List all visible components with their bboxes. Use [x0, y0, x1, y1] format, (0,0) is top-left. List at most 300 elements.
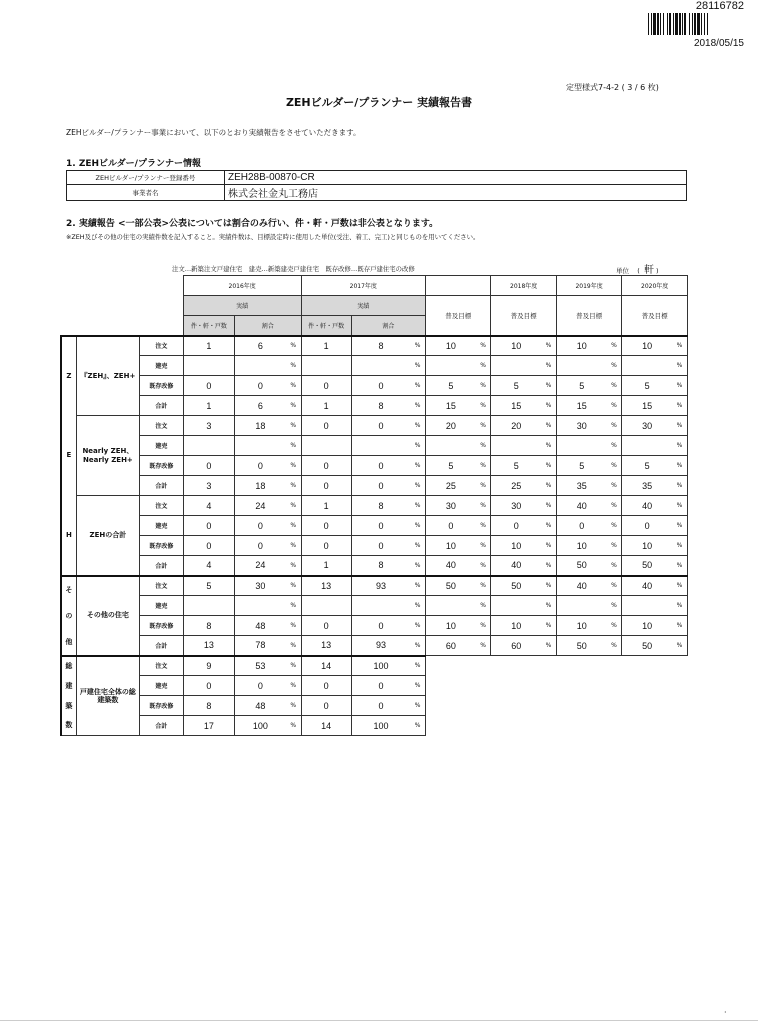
percent-sign: % [286, 436, 301, 456]
results-table-body [61, 276, 688, 736]
percent-sign: % [410, 696, 425, 716]
side-label-char: 建 [65, 681, 73, 690]
group-label-g5: 戸建住宅全体の総建築数 [76, 656, 139, 736]
percent-sign: % [476, 476, 491, 496]
count-cell: 0 [301, 376, 351, 396]
header-target-2019: 普及目標 [556, 296, 621, 336]
target-cell: 10 [556, 536, 606, 556]
percent-sign: % [607, 396, 622, 416]
count-cell [183, 436, 234, 456]
percent-sign: % [607, 476, 622, 496]
header-row-years [61, 276, 688, 296]
ratio-cell: 48 [235, 696, 286, 716]
target-cell: 30 [622, 416, 672, 436]
count-cell: 3 [183, 476, 234, 496]
registration-number-value: ZEH28B-00870-CR [225, 171, 687, 185]
target-cell: 50 [622, 636, 672, 656]
ratio-cell: 8 [351, 396, 410, 416]
ratio-cell [351, 596, 410, 616]
header-row-kind [61, 296, 688, 316]
table-row [61, 516, 688, 536]
percent-sign: % [672, 556, 687, 576]
side-label-char: 数 [65, 721, 73, 730]
target-cell: 10 [622, 336, 672, 356]
table-row [61, 336, 688, 356]
percent-sign: % [541, 596, 556, 616]
count-cell: 0 [301, 476, 351, 496]
percent-sign: % [410, 376, 425, 396]
category-label: 既存改修 [140, 456, 184, 476]
category-label: 注文 [140, 496, 184, 516]
ratio-cell: 0 [235, 536, 286, 556]
header-blank [61, 296, 183, 316]
percent-sign: % [607, 496, 622, 516]
header-fy2018: 2018年度 [491, 276, 556, 296]
count-cell: 3 [183, 416, 234, 436]
table-row [61, 456, 688, 476]
table-row [61, 716, 688, 736]
percent-sign: % [541, 576, 556, 596]
header-ratio-2017: 割合 [351, 316, 425, 336]
target-cell: 0 [425, 516, 475, 536]
percent-sign: % [672, 396, 687, 416]
target-cell [425, 436, 475, 456]
percent-sign: % [286, 616, 301, 636]
ratio-cell: 0 [351, 476, 410, 496]
category-label: 建売 [140, 436, 184, 456]
percent-sign: % [672, 356, 687, 376]
ratio-cell: 0 [351, 696, 410, 716]
percent-sign: % [410, 516, 425, 536]
percent-sign: % [541, 516, 556, 536]
side-label-char: E [66, 451, 72, 460]
table-row [61, 376, 688, 396]
ratio-cell: 0 [235, 376, 286, 396]
percent-sign: % [607, 596, 622, 616]
category-label: 合計 [140, 716, 184, 736]
barcode-bar [669, 13, 671, 35]
ratio-cell: 0 [351, 376, 410, 396]
target-cell [622, 596, 672, 616]
ratio-cell: 0 [351, 676, 410, 696]
empty-area [425, 716, 687, 736]
percent-sign: % [476, 616, 491, 636]
count-cell: 0 [301, 696, 351, 716]
percent-sign: % [672, 416, 687, 436]
percent-sign: % [476, 536, 491, 556]
percent-sign: % [286, 556, 301, 576]
category-label: 既存改修 [140, 536, 184, 556]
percent-sign: % [607, 436, 622, 456]
percent-sign: % [672, 596, 687, 616]
count-cell: 1 [301, 396, 351, 416]
count-cell [301, 356, 351, 376]
table-row [61, 696, 688, 716]
percent-sign: % [672, 436, 687, 456]
target-cell: 5 [425, 376, 475, 396]
table-row [61, 476, 688, 496]
target-cell: 25 [425, 476, 475, 496]
category-legend: 注文…新築注文戸建住宅 建売…新築建売戸建住宅 既存改修…既存戸建住宅の改修 [172, 265, 415, 273]
percent-sign: % [286, 376, 301, 396]
count-cell: 0 [301, 536, 351, 556]
barcode-bar [692, 13, 693, 35]
ratio-cell: 100 [235, 716, 286, 736]
target-cell: 10 [622, 536, 672, 556]
percent-sign: % [410, 616, 425, 636]
percent-sign: % [607, 456, 622, 476]
count-cell: 13 [301, 636, 351, 656]
side-label-char: H [65, 530, 72, 539]
percent-sign: % [672, 476, 687, 496]
ratio-cell [235, 356, 286, 376]
side-label-char: 築 [65, 701, 73, 710]
header-target-2018: 普及目標 [491, 296, 556, 336]
side-label-other [61, 576, 76, 656]
percent-sign: % [541, 636, 556, 656]
target-cell: 40 [556, 576, 606, 596]
side-label-zeh [61, 336, 76, 576]
table-row [61, 436, 688, 456]
ratio-cell: 53 [235, 656, 286, 676]
section1-heading: 1. ZEHビルダー/プランナー情報 [66, 159, 201, 169]
group-label-g1: 『ZEH』、ZEH+ [76, 336, 139, 416]
count-cell: 0 [183, 376, 234, 396]
header-blank [61, 316, 183, 336]
target-cell: 10 [425, 336, 475, 356]
count-cell: 14 [301, 656, 351, 676]
percent-sign: % [410, 556, 425, 576]
target-cell: 15 [491, 396, 541, 416]
count-cell: 8 [183, 616, 234, 636]
percent-sign: % [476, 436, 491, 456]
percent-sign: % [476, 496, 491, 516]
ratio-cell: 0 [235, 516, 286, 536]
count-cell: 8 [183, 696, 234, 716]
percent-sign: % [410, 716, 425, 736]
percent-sign: % [541, 456, 556, 476]
barcode-bar [663, 13, 664, 35]
ratio-cell: 18 [235, 476, 286, 496]
percent-sign: % [476, 376, 491, 396]
category-label: 注文 [140, 416, 184, 436]
count-cell: 1 [301, 496, 351, 516]
header-ratio-2016: 割合 [235, 316, 302, 336]
category-label: 合計 [140, 396, 184, 416]
percent-sign: % [286, 696, 301, 716]
ratio-cell: 0 [351, 536, 410, 556]
target-cell [556, 356, 606, 376]
target-cell [556, 596, 606, 616]
count-cell: 0 [183, 676, 234, 696]
barcode-bar [701, 13, 702, 35]
count-cell: 5 [183, 576, 234, 596]
ratio-cell: 6 [235, 396, 286, 416]
section2-heading: 2. 実績報告 <一部公表>公表については割合のみ行い、件・軒・戸数は非公表となります。 [66, 219, 439, 229]
section2-note: ※ZEH及びその他の住宅の実績件数を記入すること。実績件数は、目標設定時に使用した単位(受注、着工、完工)と同じものを用いてください。 [66, 233, 480, 241]
ratio-cell: 100 [351, 656, 410, 676]
table-row [61, 616, 688, 636]
category-label: 合計 [140, 556, 184, 576]
target-cell: 10 [622, 616, 672, 636]
percent-sign: % [541, 536, 556, 556]
percent-sign: % [607, 616, 622, 636]
target-cell [556, 436, 606, 456]
percent-sign: % [672, 616, 687, 636]
percent-sign: % [286, 416, 301, 436]
count-cell: 1 [301, 336, 351, 356]
barcode-bar [651, 13, 652, 35]
ratio-cell: 0 [235, 676, 286, 696]
target-cell [491, 436, 541, 456]
percent-sign: % [476, 336, 491, 356]
count-cell [301, 436, 351, 456]
header-jisseki-2016: 実績 [183, 296, 301, 316]
category-label: 建売 [140, 676, 184, 696]
percent-sign: % [541, 616, 556, 636]
percent-sign: % [410, 596, 425, 616]
percent-sign: % [607, 416, 622, 436]
count-cell: 4 [183, 556, 234, 576]
count-cell: 0 [301, 616, 351, 636]
barcode-bar [679, 13, 681, 35]
barcode-bar [707, 13, 708, 35]
percent-sign: % [672, 376, 687, 396]
target-cell [491, 596, 541, 616]
percent-sign: % [607, 516, 622, 536]
target-cell: 25 [491, 476, 541, 496]
ratio-cell: 0 [351, 416, 410, 436]
side-label-total [61, 656, 76, 736]
empty-area [425, 656, 687, 676]
target-cell: 50 [425, 576, 475, 596]
header-fy2017-target [425, 276, 490, 296]
percent-sign: % [476, 416, 491, 436]
ratio-cell: 18 [235, 416, 286, 436]
target-cell: 35 [622, 476, 672, 496]
side-label-char: Z [66, 372, 72, 381]
target-cell: 40 [491, 556, 541, 576]
percent-sign: % [286, 576, 301, 596]
category-label: 注文 [140, 656, 184, 676]
target-cell: 0 [556, 516, 606, 536]
target-cell: 5 [556, 456, 606, 476]
percent-sign: % [410, 636, 425, 656]
count-cell: 14 [301, 716, 351, 736]
percent-sign: % [607, 336, 622, 356]
ratio-cell: 48 [235, 616, 286, 636]
percent-sign: % [410, 356, 425, 376]
table-row [61, 676, 688, 696]
category-label: 建売 [140, 596, 184, 616]
count-cell: 1 [183, 396, 234, 416]
ratio-cell: 24 [235, 496, 286, 516]
page-bottom-edge [0, 1020, 758, 1021]
ratio-cell [235, 436, 286, 456]
side-label-char: 他 [65, 637, 73, 646]
count-cell: 0 [301, 456, 351, 476]
barcode-bar [675, 13, 678, 35]
target-cell: 5 [491, 456, 541, 476]
info-row [67, 185, 687, 201]
percent-sign: % [410, 456, 425, 476]
barcode-bar [648, 13, 649, 35]
percent-sign: % [286, 516, 301, 536]
percent-sign: % [286, 716, 301, 736]
table-row [61, 356, 688, 376]
percent-sign: % [607, 376, 622, 396]
percent-sign: % [286, 656, 301, 676]
target-cell [622, 436, 672, 456]
target-cell: 30 [491, 496, 541, 516]
percent-sign: % [286, 356, 301, 376]
target-cell: 30 [556, 416, 606, 436]
header-fy2019: 2019年度 [556, 276, 621, 296]
header-target-2020: 普及目標 [622, 296, 688, 336]
target-cell: 15 [556, 396, 606, 416]
table-row [61, 556, 688, 576]
header-fy2016: 2016年度 [183, 276, 301, 296]
percent-sign: % [476, 576, 491, 596]
percent-sign: % [286, 476, 301, 496]
table-row [61, 656, 688, 676]
info-row [67, 171, 687, 185]
percent-sign: % [607, 356, 622, 376]
target-cell: 40 [425, 556, 475, 576]
percent-sign: % [541, 476, 556, 496]
target-cell [622, 356, 672, 376]
side-label-char: 総 [65, 662, 73, 671]
percent-sign: % [672, 336, 687, 356]
percent-sign: % [410, 656, 425, 676]
target-cell: 5 [556, 376, 606, 396]
category-label: 建売 [140, 516, 184, 536]
percent-sign: % [672, 496, 687, 516]
ratio-cell: 0 [235, 456, 286, 476]
target-cell: 10 [556, 616, 606, 636]
ratio-cell: 6 [235, 336, 286, 356]
percent-sign: % [410, 476, 425, 496]
target-cell: 60 [425, 636, 475, 656]
percent-sign: % [541, 556, 556, 576]
category-label: 注文 [140, 336, 184, 356]
ratio-cell: 78 [235, 636, 286, 656]
target-cell: 5 [491, 376, 541, 396]
percent-sign: % [286, 596, 301, 616]
target-cell: 50 [556, 636, 606, 656]
count-cell: 0 [183, 456, 234, 476]
percent-sign: % [607, 576, 622, 596]
percent-sign: % [286, 676, 301, 696]
count-cell: 0 [301, 416, 351, 436]
group-label-g4: その他の住宅 [76, 576, 139, 656]
count-cell: 9 [183, 656, 234, 676]
ratio-cell: 30 [235, 576, 286, 596]
table-row [61, 576, 688, 596]
percent-sign: % [410, 416, 425, 436]
target-cell [491, 356, 541, 376]
category-label: 注文 [140, 576, 184, 596]
percent-sign: % [672, 516, 687, 536]
percent-sign: % [410, 396, 425, 416]
barcode-bar [653, 13, 656, 35]
target-cell: 0 [491, 516, 541, 536]
percent-sign: % [476, 636, 491, 656]
percent-sign: % [541, 496, 556, 516]
registration-number-label: ZEHビルダー/プランナー登録番号 [67, 171, 225, 185]
target-cell: 10 [556, 336, 606, 356]
unit-indicator: 単位 ( 軒 ) [616, 265, 659, 276]
count-cell [301, 596, 351, 616]
table-row [61, 496, 688, 516]
ratio-cell: 8 [351, 336, 410, 356]
side-label-char: そ [65, 585, 73, 594]
document-date: 2018/05/15 [693, 38, 744, 49]
company-name-value: 株式会社金丸工務店 [225, 185, 687, 201]
count-cell: 13 [183, 636, 234, 656]
percent-sign: % [286, 336, 301, 356]
header-fy2020: 2020年度 [622, 276, 688, 296]
target-cell: 0 [622, 516, 672, 536]
ratio-cell: 93 [351, 576, 410, 596]
barcode-bar [667, 13, 668, 35]
percent-sign: % [286, 396, 301, 416]
percent-sign: % [672, 576, 687, 596]
table-row [61, 396, 688, 416]
percent-sign: % [410, 676, 425, 696]
percent-sign: % [541, 436, 556, 456]
target-cell: 60 [491, 636, 541, 656]
count-cell: 0 [301, 676, 351, 696]
percent-sign: % [476, 516, 491, 536]
target-cell: 50 [622, 556, 672, 576]
scan-mark: · [724, 1008, 727, 1017]
target-cell: 5 [425, 456, 475, 476]
document-id: 28116782 [695, 0, 744, 12]
target-cell: 5 [622, 456, 672, 476]
form-number: 定型様式7-4-2 ( 3 / 6 枚) [566, 83, 659, 92]
target-cell [425, 596, 475, 616]
builder-info-table [66, 170, 687, 201]
target-cell: 15 [425, 396, 475, 416]
target-cell: 10 [491, 536, 541, 556]
group-label-g2: Nearly ZEH、Nearly ZEH+ [76, 416, 139, 496]
target-cell: 10 [491, 616, 541, 636]
count-cell: 1 [183, 336, 234, 356]
ratio-cell: 100 [351, 716, 410, 736]
target-cell: 50 [556, 556, 606, 576]
header-count-2017: 件・軒・戸数 [301, 316, 351, 336]
count-cell [183, 356, 234, 376]
percent-sign: % [476, 356, 491, 376]
target-cell: 35 [556, 476, 606, 496]
percent-sign: % [286, 636, 301, 656]
percent-sign: % [410, 536, 425, 556]
percent-sign: % [286, 456, 301, 476]
category-label: 建売 [140, 356, 184, 376]
percent-sign: % [541, 416, 556, 436]
percent-sign: % [607, 536, 622, 556]
barcode-bar [694, 13, 696, 35]
header-target-2017: 普及目標 [425, 296, 490, 336]
target-cell: 40 [622, 496, 672, 516]
target-cell: 40 [556, 496, 606, 516]
barcode [648, 13, 736, 35]
results-table [60, 275, 688, 736]
target-cell: 50 [491, 576, 541, 596]
unit-label: 単位 [616, 267, 629, 275]
count-cell: 0 [183, 536, 234, 556]
